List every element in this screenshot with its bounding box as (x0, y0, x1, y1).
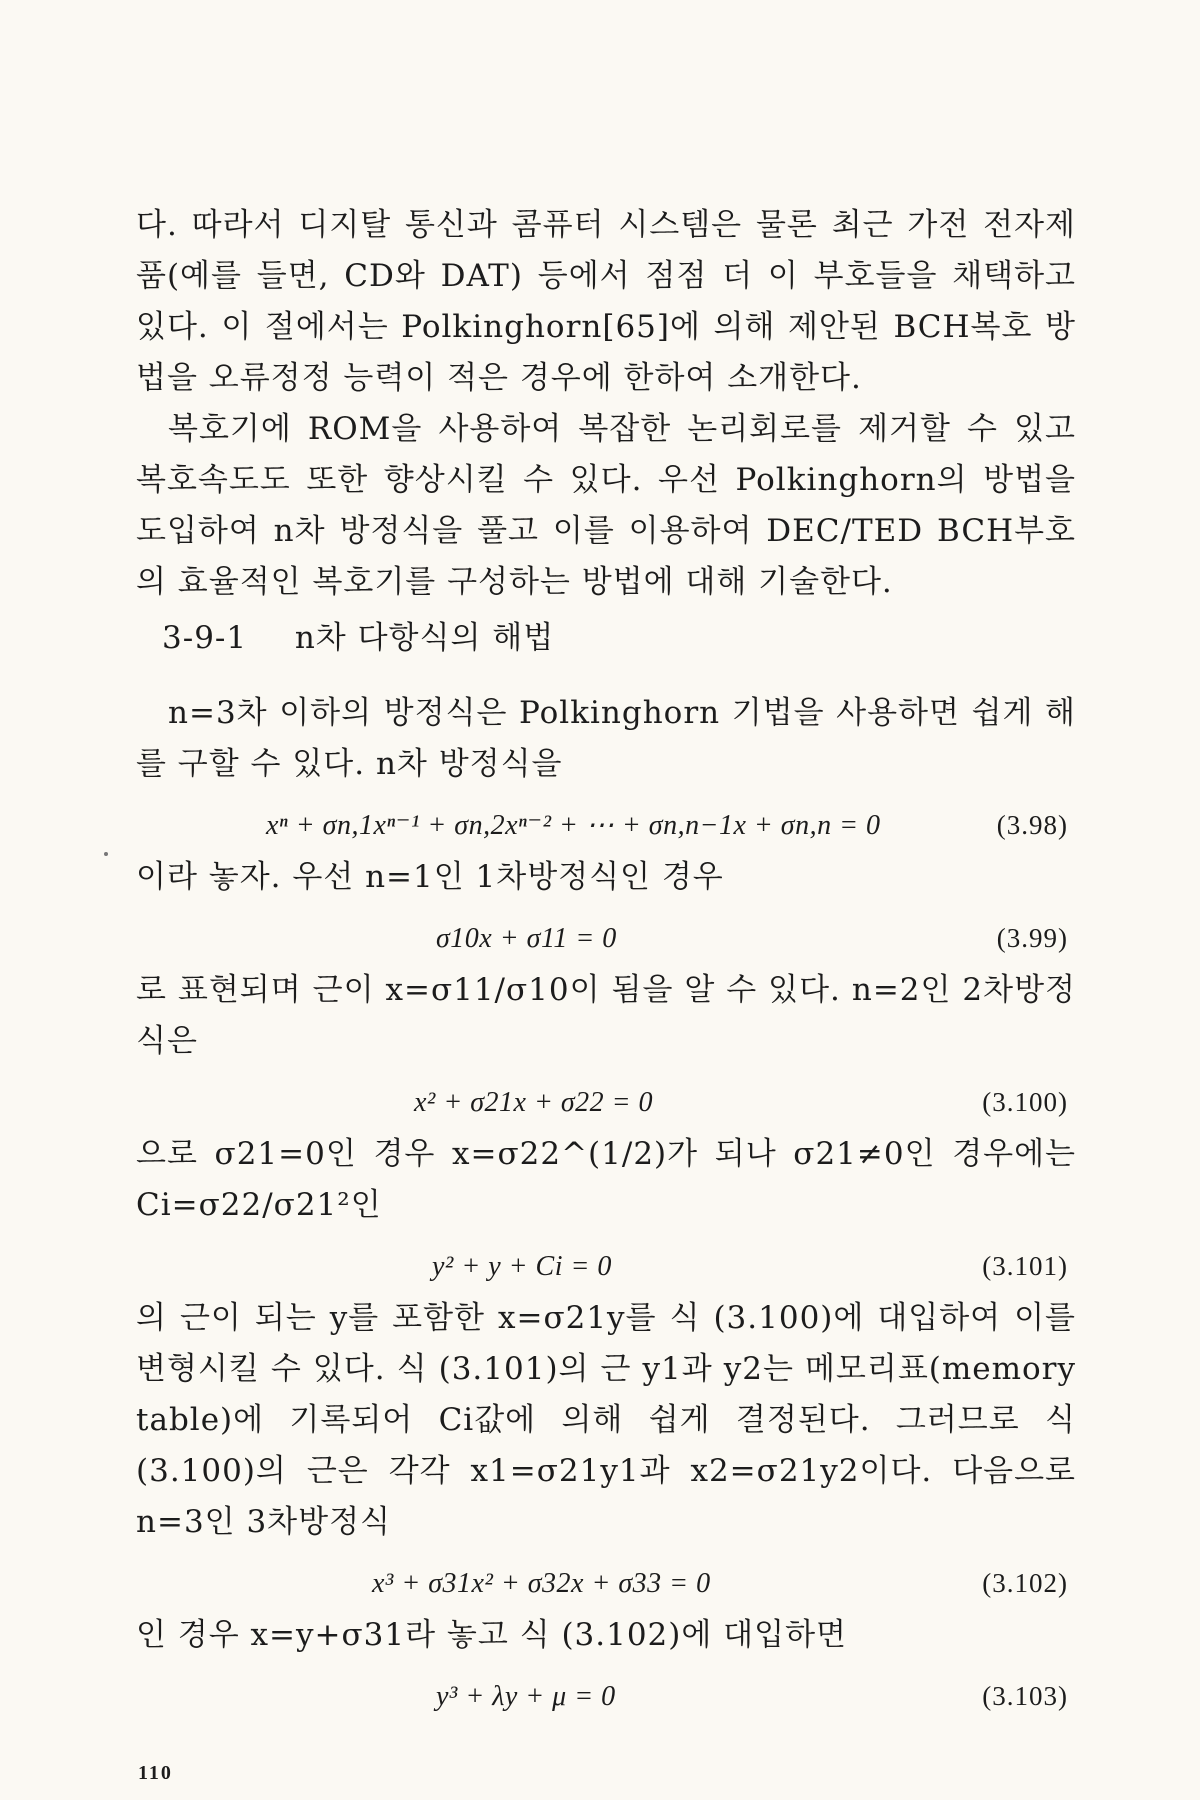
equation-number: (3.100) (982, 1087, 1068, 1117)
equation-number: (3.98) (996, 810, 1068, 840)
page-number: 110 (138, 1762, 173, 1784)
equation-number: (3.102) (982, 1568, 1068, 1598)
paragraph: 복호기에 ROM을 사용하여 복잡한 논리회로를 제거할 수 있고 복호속도도 또한 향상시킬 수 있다. 우선 Polkinghorn의 방법을 도입하여 n차 방정식을 풀고 이를 이용하여 DEC/TED BCH부호의 효율적인 복호기를 구성하는 방법에 대해 기술한다. (136, 411, 1076, 600)
equation-block (136, 790, 1076, 852)
body-text (136, 688, 1076, 1723)
section-title: n차 다항식의 해법 (294, 620, 555, 656)
equation: y³ + λy + μ = 0 (436, 1681, 616, 1712)
paragraph: 다. 따라서 디지탈 통신과 콤퓨터 시스템은 물론 최근 가전 전자제품(예를 들면, CD와 DAT) 등에서 점점 더 이 부호들을 채택하고 있다. 이 절에서는 Polkinghorn[65]에 의해 제안된 BCH복호 방법을 오류정정 능력이 적은 경우에 한하여 소개한다. (136, 207, 1076, 396)
paragraph: 이라 놓자. 우선 n=1인 1차방정식인 경우 (136, 859, 724, 895)
paragraph: n=3차 이하의 방정식은 Polkinghorn 기법을 사용하면 쉽게 해를 구할 수 있다. n차 방정식을 (136, 695, 1076, 782)
equation: σ10x + σ11 = 0 (436, 923, 617, 954)
equation: xⁿ + σn,1xⁿ⁻¹ + σn,2xⁿ⁻² + ⋯ + σn,n−1x + σn,n = 0 (266, 810, 881, 841)
equation-block (136, 1548, 1076, 1610)
section-number: 3-9-1 (162, 620, 248, 656)
intro-text (136, 200, 1076, 608)
equation: x³ + σ31x² + σ32x + σ33 = 0 (372, 1568, 711, 1599)
equation-block (136, 1661, 1076, 1723)
equation-block (136, 903, 1076, 965)
paragraph: 로 표현되며 근이 x=σ11/σ10이 됨을 알 수 있다. n=2인 2차방정식은 (136, 972, 1076, 1059)
paragraph: 의 근이 되는 y를 포함한 x=σ21y를 식 (3.100)에 대입하여 이를 변형시킬 수 있다. 식 (3.101)의 근 y1과 y2는 메모리표(memory table)에 기록되어 Ci값에 의해 쉽게 결정된다. 그러므로 식 (3.100)의 근은 각각 x1=σ21y1과 x2=σ21y2이다. 다음으로 n=3인 3차방정식 (136, 1300, 1076, 1540)
margin-dot (104, 852, 108, 856)
equation-block (136, 1067, 1076, 1129)
section-heading (162, 612, 554, 657)
equation-number: (3.99) (996, 923, 1068, 953)
equation-number: (3.101) (982, 1251, 1068, 1281)
equation-number: (3.103) (982, 1681, 1068, 1711)
paragraph: 으로 σ21=0인 경우 x=σ22^(1/2)가 되나 σ21≠0인 경우에는 Ci=σ22/σ21²인 (136, 1136, 1076, 1223)
equation-block (136, 1231, 1076, 1293)
equation: x² + σ21x + σ22 = 0 (414, 1087, 654, 1118)
equation: y² + y + Ci = 0 (432, 1251, 612, 1282)
paragraph: 인 경우 x=y+σ31라 놓고 식 (3.102)에 대입하면 (136, 1617, 847, 1653)
